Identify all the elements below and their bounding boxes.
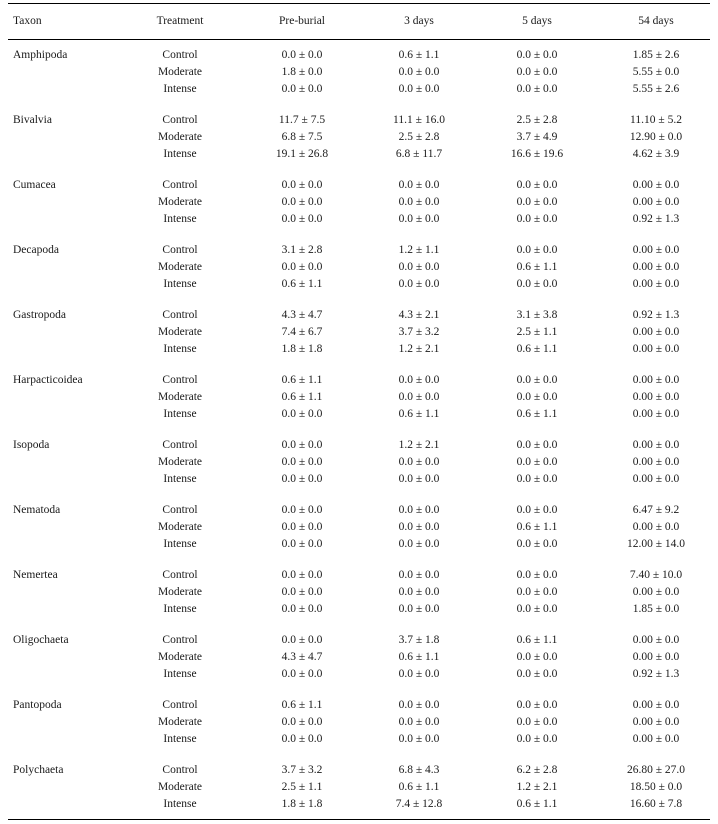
treatment-cell: Intense xyxy=(163,733,197,746)
value-cell-3-days: 0.0 ± 0.0 xyxy=(398,699,440,711)
value-cell-5-days: 0.0 ± 0.0 xyxy=(516,538,558,551)
taxon-name: Isopoda xyxy=(13,439,50,451)
value-cell-pre-burial: 3.1 ± 2.8 xyxy=(281,244,323,256)
value-cell-54-days: 0.00 ± 0.0 xyxy=(632,244,680,256)
treatment-cell: Intense xyxy=(163,213,197,226)
treatment-cell: Control xyxy=(162,439,198,451)
value-cell-54-days: 0.00 ± 0.0 xyxy=(632,343,680,356)
value-cell-5-days: 0.0 ± 0.0 xyxy=(516,196,558,209)
value-cell-3-days: 0.0 ± 0.0 xyxy=(398,504,440,516)
value-cell-54-days: 12.90 ± 0.0 xyxy=(629,131,683,144)
value-cell-5-days: 0.0 ± 0.0 xyxy=(516,49,558,61)
treatment-cell: Moderate xyxy=(157,651,203,664)
value-cell-3-days: 0.0 ± 0.0 xyxy=(398,456,440,469)
value-cell-5-days: 6.2 ± 2.8 xyxy=(516,764,558,776)
value-cell-5-days: 0.0 ± 0.0 xyxy=(516,456,558,469)
value-cell-5-days: 0.0 ± 0.0 xyxy=(516,179,558,191)
value-cell-54-days: 1.85 ± 0.0 xyxy=(632,603,680,616)
value-cell-54-days: 6.47 ± 9.2 xyxy=(632,504,680,516)
value-cell-54-days: 0.00 ± 0.0 xyxy=(632,521,680,534)
value-cell-3-days: 0.0 ± 0.0 xyxy=(398,391,440,404)
value-cell-3-days: 3.7 ± 1.8 xyxy=(398,634,440,646)
value-cell-54-days: 12.00 ± 14.0 xyxy=(626,538,686,551)
value-cell-54-days: 1.85 ± 2.6 xyxy=(632,49,680,61)
value-cell-pre-burial: 0.0 ± 0.0 xyxy=(281,196,323,209)
value-cell-5-days: 0.6 ± 1.1 xyxy=(516,343,558,356)
treatment-cell: Moderate xyxy=(157,391,203,404)
value-cell-5-days: 0.0 ± 0.0 xyxy=(516,586,558,599)
value-cell-5-days: 3.7 ± 4.9 xyxy=(516,131,558,144)
header-54-days: 54 days xyxy=(638,15,674,27)
value-cell-54-days: 0.92 ± 1.3 xyxy=(632,213,680,226)
value-cell-3-days: 0.0 ± 0.0 xyxy=(398,668,440,681)
treatment-cell: Intense xyxy=(163,278,197,291)
value-cell-pre-burial: 1.8 ± 1.8 xyxy=(281,798,323,811)
taxon-name: Decapoda xyxy=(13,244,59,256)
taxon-name: Bivalvia xyxy=(13,114,52,126)
value-cell-5-days: 0.0 ± 0.0 xyxy=(516,278,558,291)
value-cell-5-days: 0.6 ± 1.1 xyxy=(516,798,558,811)
value-cell-3-days: 1.2 ± 1.1 xyxy=(398,244,440,256)
value-cell-3-days: 2.5 ± 2.8 xyxy=(398,131,440,144)
value-cell-3-days: 0.0 ± 0.0 xyxy=(398,83,440,96)
value-cell-3-days: 0.6 ± 1.1 xyxy=(398,781,440,794)
value-cell-3-days: 11.1 ± 16.0 xyxy=(393,114,445,126)
value-cell-pre-burial: 0.6 ± 1.1 xyxy=(281,699,323,711)
value-cell-pre-burial: 0.0 ± 0.0 xyxy=(281,261,323,274)
value-cell-54-days: 18.50 ± 0.0 xyxy=(629,781,683,794)
value-cell-54-days: 5.55 ± 0.0 xyxy=(632,66,680,79)
value-cell-3-days: 7.4 ± 12.8 xyxy=(395,798,443,811)
value-cell-pre-burial: 0.6 ± 1.1 xyxy=(281,391,323,404)
value-cell-pre-burial: 0.0 ± 0.0 xyxy=(281,603,323,616)
value-cell-5-days: 0.0 ± 0.0 xyxy=(516,213,558,226)
header-5-days: 5 days xyxy=(522,15,552,27)
value-cell-pre-burial: 0.0 ± 0.0 xyxy=(281,569,323,581)
treatment-cell: Moderate xyxy=(157,521,203,534)
treatment-cell: Control xyxy=(162,49,198,61)
treatment-cell: Control xyxy=(162,309,198,321)
value-cell-54-days: 0.00 ± 0.0 xyxy=(632,439,680,451)
value-cell-5-days: 2.5 ± 2.8 xyxy=(516,114,558,126)
treatment-cell: Control xyxy=(162,764,198,776)
value-cell-54-days: 4.62 ± 3.9 xyxy=(632,148,680,161)
value-cell-pre-burial: 7.4 ± 6.7 xyxy=(281,326,323,339)
taxon-name: Amphipoda xyxy=(13,49,68,61)
value-cell-54-days: 0.00 ± 0.0 xyxy=(632,456,680,469)
value-cell-5-days: 0.0 ± 0.0 xyxy=(516,83,558,96)
treatment-cell: Moderate xyxy=(157,586,203,599)
value-cell-3-days: 0.0 ± 0.0 xyxy=(398,278,440,291)
treatment-cell: Intense xyxy=(163,538,197,551)
value-cell-5-days: 0.0 ± 0.0 xyxy=(516,651,558,664)
value-cell-3-days: 0.6 ± 1.1 xyxy=(398,651,440,664)
value-cell-pre-burial: 0.0 ± 0.0 xyxy=(281,538,323,551)
value-cell-pre-burial: 0.0 ± 0.0 xyxy=(281,408,323,421)
value-cell-5-days: 2.5 ± 1.1 xyxy=(516,326,558,339)
treatment-cell: Moderate xyxy=(157,781,203,794)
value-cell-pre-burial: 0.0 ± 0.0 xyxy=(281,83,323,96)
value-cell-5-days: 16.6 ± 19.6 xyxy=(510,148,564,161)
value-cell-pre-burial: 0.0 ± 0.0 xyxy=(281,634,323,646)
value-cell-5-days: 0.0 ± 0.0 xyxy=(516,66,558,79)
value-cell-3-days: 1.2 ± 2.1 xyxy=(398,439,440,451)
taxon-name: Nematoda xyxy=(13,504,61,516)
value-cell-pre-burial: 0.0 ± 0.0 xyxy=(281,733,323,746)
value-cell-pre-burial: 4.3 ± 4.7 xyxy=(281,651,323,664)
value-cell-5-days: 0.0 ± 0.0 xyxy=(516,733,558,746)
value-cell-pre-burial: 0.6 ± 1.1 xyxy=(281,374,323,386)
value-cell-3-days: 3.7 ± 3.2 xyxy=(398,326,440,339)
value-cell-54-days: 26.80 ± 27.0 xyxy=(626,764,686,776)
value-cell-pre-burial: 0.0 ± 0.0 xyxy=(281,521,323,534)
treatment-cell: Control xyxy=(162,699,198,711)
value-cell-54-days: 0.00 ± 0.0 xyxy=(632,699,680,711)
treatment-cell: Moderate xyxy=(157,196,203,209)
value-cell-5-days: 0.0 ± 0.0 xyxy=(516,439,558,451)
value-cell-pre-burial: 11.7 ± 7.5 xyxy=(278,114,326,126)
taxon-name: Nemertea xyxy=(13,569,58,581)
value-cell-54-days: 0.00 ± 0.0 xyxy=(632,196,680,209)
treatment-cell: Moderate xyxy=(157,456,203,469)
value-cell-5-days: 1.2 ± 2.1 xyxy=(516,781,558,794)
header-rule xyxy=(8,39,710,40)
treatment-cell: Intense xyxy=(163,798,197,811)
value-cell-54-days: 0.00 ± 0.0 xyxy=(632,716,680,729)
treatment-cell: Moderate xyxy=(157,131,203,144)
value-cell-pre-burial: 0.0 ± 0.0 xyxy=(281,716,323,729)
treatment-cell: Intense xyxy=(163,408,197,421)
value-cell-5-days: 0.0 ± 0.0 xyxy=(516,244,558,256)
value-cell-3-days: 0.0 ± 0.0 xyxy=(398,603,440,616)
top-rule xyxy=(8,3,710,4)
value-cell-pre-burial: 2.5 ± 1.1 xyxy=(281,781,323,794)
value-cell-5-days: 0.0 ± 0.0 xyxy=(516,473,558,486)
treatment-cell: Moderate xyxy=(157,716,203,729)
taxon-name: Harpacticoidea xyxy=(13,374,83,386)
taxon-name: Gastropoda xyxy=(13,309,67,321)
value-cell-54-days: 11.10 ± 5.2 xyxy=(630,114,682,126)
header-pre-burial: Pre-burial xyxy=(279,15,325,27)
value-cell-54-days: 0.00 ± 0.0 xyxy=(632,261,680,274)
value-cell-54-days: 0.00 ± 0.0 xyxy=(632,586,680,599)
value-cell-3-days: 0.0 ± 0.0 xyxy=(398,538,440,551)
treatment-cell: Control xyxy=(162,179,198,191)
value-cell-54-days: 0.92 ± 1.3 xyxy=(632,309,680,321)
treatment-cell: Moderate xyxy=(157,261,203,274)
value-cell-5-days: 0.0 ± 0.0 xyxy=(516,668,558,681)
value-cell-3-days: 0.6 ± 1.1 xyxy=(398,49,440,61)
value-cell-5-days: 0.0 ± 0.0 xyxy=(516,699,558,711)
value-cell-3-days: 0.0 ± 0.0 xyxy=(398,521,440,534)
treatment-cell: Control xyxy=(162,569,198,581)
taxon-name: Cumacea xyxy=(13,179,56,191)
treatment-cell: Moderate xyxy=(157,66,203,79)
value-cell-5-days: 0.6 ± 1.1 xyxy=(516,521,558,534)
value-cell-pre-burial: 19.1 ± 26.8 xyxy=(275,148,329,161)
treatment-cell: Control xyxy=(162,504,198,516)
value-cell-5-days: 0.6 ± 1.1 xyxy=(516,634,558,646)
value-cell-54-days: 0.00 ± 0.0 xyxy=(632,408,680,421)
value-cell-3-days: 4.3 ± 2.1 xyxy=(398,309,440,321)
value-cell-pre-burial: 0.0 ± 0.0 xyxy=(281,49,323,61)
treatment-cell: Intense xyxy=(163,603,197,616)
value-cell-3-days: 0.0 ± 0.0 xyxy=(398,196,440,209)
value-cell-pre-burial: 1.8 ± 1.8 xyxy=(281,343,323,356)
treatment-cell: Moderate xyxy=(157,326,203,339)
value-cell-3-days: 0.0 ± 0.0 xyxy=(398,733,440,746)
taxon-name: Oligochaeta xyxy=(13,634,69,646)
value-cell-5-days: 0.0 ± 0.0 xyxy=(516,569,558,581)
value-cell-3-days: 6.8 ± 4.3 xyxy=(398,764,440,776)
value-cell-5-days: 0.0 ± 0.0 xyxy=(516,716,558,729)
taxon-name: Pantopoda xyxy=(13,699,62,711)
value-cell-pre-burial: 0.0 ± 0.0 xyxy=(281,213,323,226)
value-cell-3-days: 6.8 ± 11.7 xyxy=(395,148,443,161)
value-cell-54-days: 0.00 ± 0.0 xyxy=(632,179,680,191)
value-cell-3-days: 0.0 ± 0.0 xyxy=(398,374,440,386)
value-cell-pre-burial: 6.8 ± 7.5 xyxy=(281,131,323,144)
value-cell-pre-burial: 0.0 ± 0.0 xyxy=(281,179,323,191)
value-cell-5-days: 0.0 ± 0.0 xyxy=(516,603,558,616)
bottom-rule xyxy=(8,819,710,820)
value-cell-54-days: 0.00 ± 0.0 xyxy=(632,651,680,664)
value-cell-54-days: 0.00 ± 0.0 xyxy=(632,391,680,404)
value-cell-3-days: 0.0 ± 0.0 xyxy=(398,569,440,581)
header-treatment: Treatment xyxy=(156,15,204,27)
taxon-name: Polychaeta xyxy=(13,764,64,776)
treatment-cell: Intense xyxy=(163,668,197,681)
treatment-cell: Control xyxy=(162,244,198,256)
value-cell-5-days: 0.6 ± 1.1 xyxy=(516,261,558,274)
value-cell-pre-burial: 0.0 ± 0.0 xyxy=(281,586,323,599)
value-cell-pre-burial: 4.3 ± 4.7 xyxy=(281,309,323,321)
value-cell-pre-burial: 0.0 ± 0.0 xyxy=(281,439,323,451)
treatment-cell: Intense xyxy=(163,148,197,161)
value-cell-54-days: 0.00 ± 0.0 xyxy=(632,374,680,386)
value-cell-54-days: 0.00 ± 0.0 xyxy=(632,278,680,291)
value-cell-5-days: 3.1 ± 3.8 xyxy=(516,309,558,321)
value-cell-3-days: 0.0 ± 0.0 xyxy=(398,586,440,599)
value-cell-3-days: 0.6 ± 1.1 xyxy=(398,408,440,421)
value-cell-pre-burial: 0.0 ± 0.0 xyxy=(281,504,323,516)
value-cell-pre-burial: 0.0 ± 0.0 xyxy=(281,668,323,681)
value-cell-pre-burial: 0.0 ± 0.0 xyxy=(281,473,323,486)
value-cell-3-days: 0.0 ± 0.0 xyxy=(398,473,440,486)
value-cell-3-days: 1.2 ± 2.1 xyxy=(398,343,440,356)
treatment-cell: Control xyxy=(162,114,198,126)
value-cell-5-days: 0.6 ± 1.1 xyxy=(516,408,558,421)
value-cell-54-days: 16.60 ± 7.8 xyxy=(629,798,683,811)
value-cell-54-days: 0.00 ± 0.0 xyxy=(632,326,680,339)
value-cell-54-days: 7.40 ± 10.0 xyxy=(629,569,683,581)
treatment-cell: Control xyxy=(162,374,198,386)
value-cell-3-days: 0.0 ± 0.0 xyxy=(398,179,440,191)
value-cell-pre-burial: 0.6 ± 1.1 xyxy=(281,278,323,291)
value-cell-54-days: 0.00 ± 0.0 xyxy=(632,473,680,486)
treatment-cell: Control xyxy=(162,634,198,646)
value-cell-3-days: 0.0 ± 0.0 xyxy=(398,716,440,729)
value-cell-pre-burial: 1.8 ± 0.0 xyxy=(281,66,323,79)
treatment-cell: Intense xyxy=(163,343,197,356)
treatment-cell: Intense xyxy=(163,473,197,486)
value-cell-3-days: 0.0 ± 0.0 xyxy=(398,213,440,226)
value-cell-3-days: 0.0 ± 0.0 xyxy=(398,66,440,79)
value-cell-5-days: 0.0 ± 0.0 xyxy=(516,504,558,516)
value-cell-54-days: 0.00 ± 0.0 xyxy=(632,733,680,746)
header-taxon: Taxon xyxy=(13,15,42,27)
value-cell-54-days: 5.55 ± 2.6 xyxy=(632,83,680,96)
value-cell-5-days: 0.0 ± 0.0 xyxy=(516,374,558,386)
header-3-days: 3 days xyxy=(404,15,434,27)
value-cell-5-days: 0.0 ± 0.0 xyxy=(516,391,558,404)
value-cell-3-days: 0.0 ± 0.0 xyxy=(398,261,440,274)
value-cell-pre-burial: 0.0 ± 0.0 xyxy=(281,456,323,469)
value-cell-54-days: 0.00 ± 0.0 xyxy=(632,634,680,646)
treatment-cell: Intense xyxy=(163,83,197,96)
value-cell-pre-burial: 3.7 ± 3.2 xyxy=(281,764,323,776)
value-cell-54-days: 0.92 ± 1.3 xyxy=(632,668,680,681)
